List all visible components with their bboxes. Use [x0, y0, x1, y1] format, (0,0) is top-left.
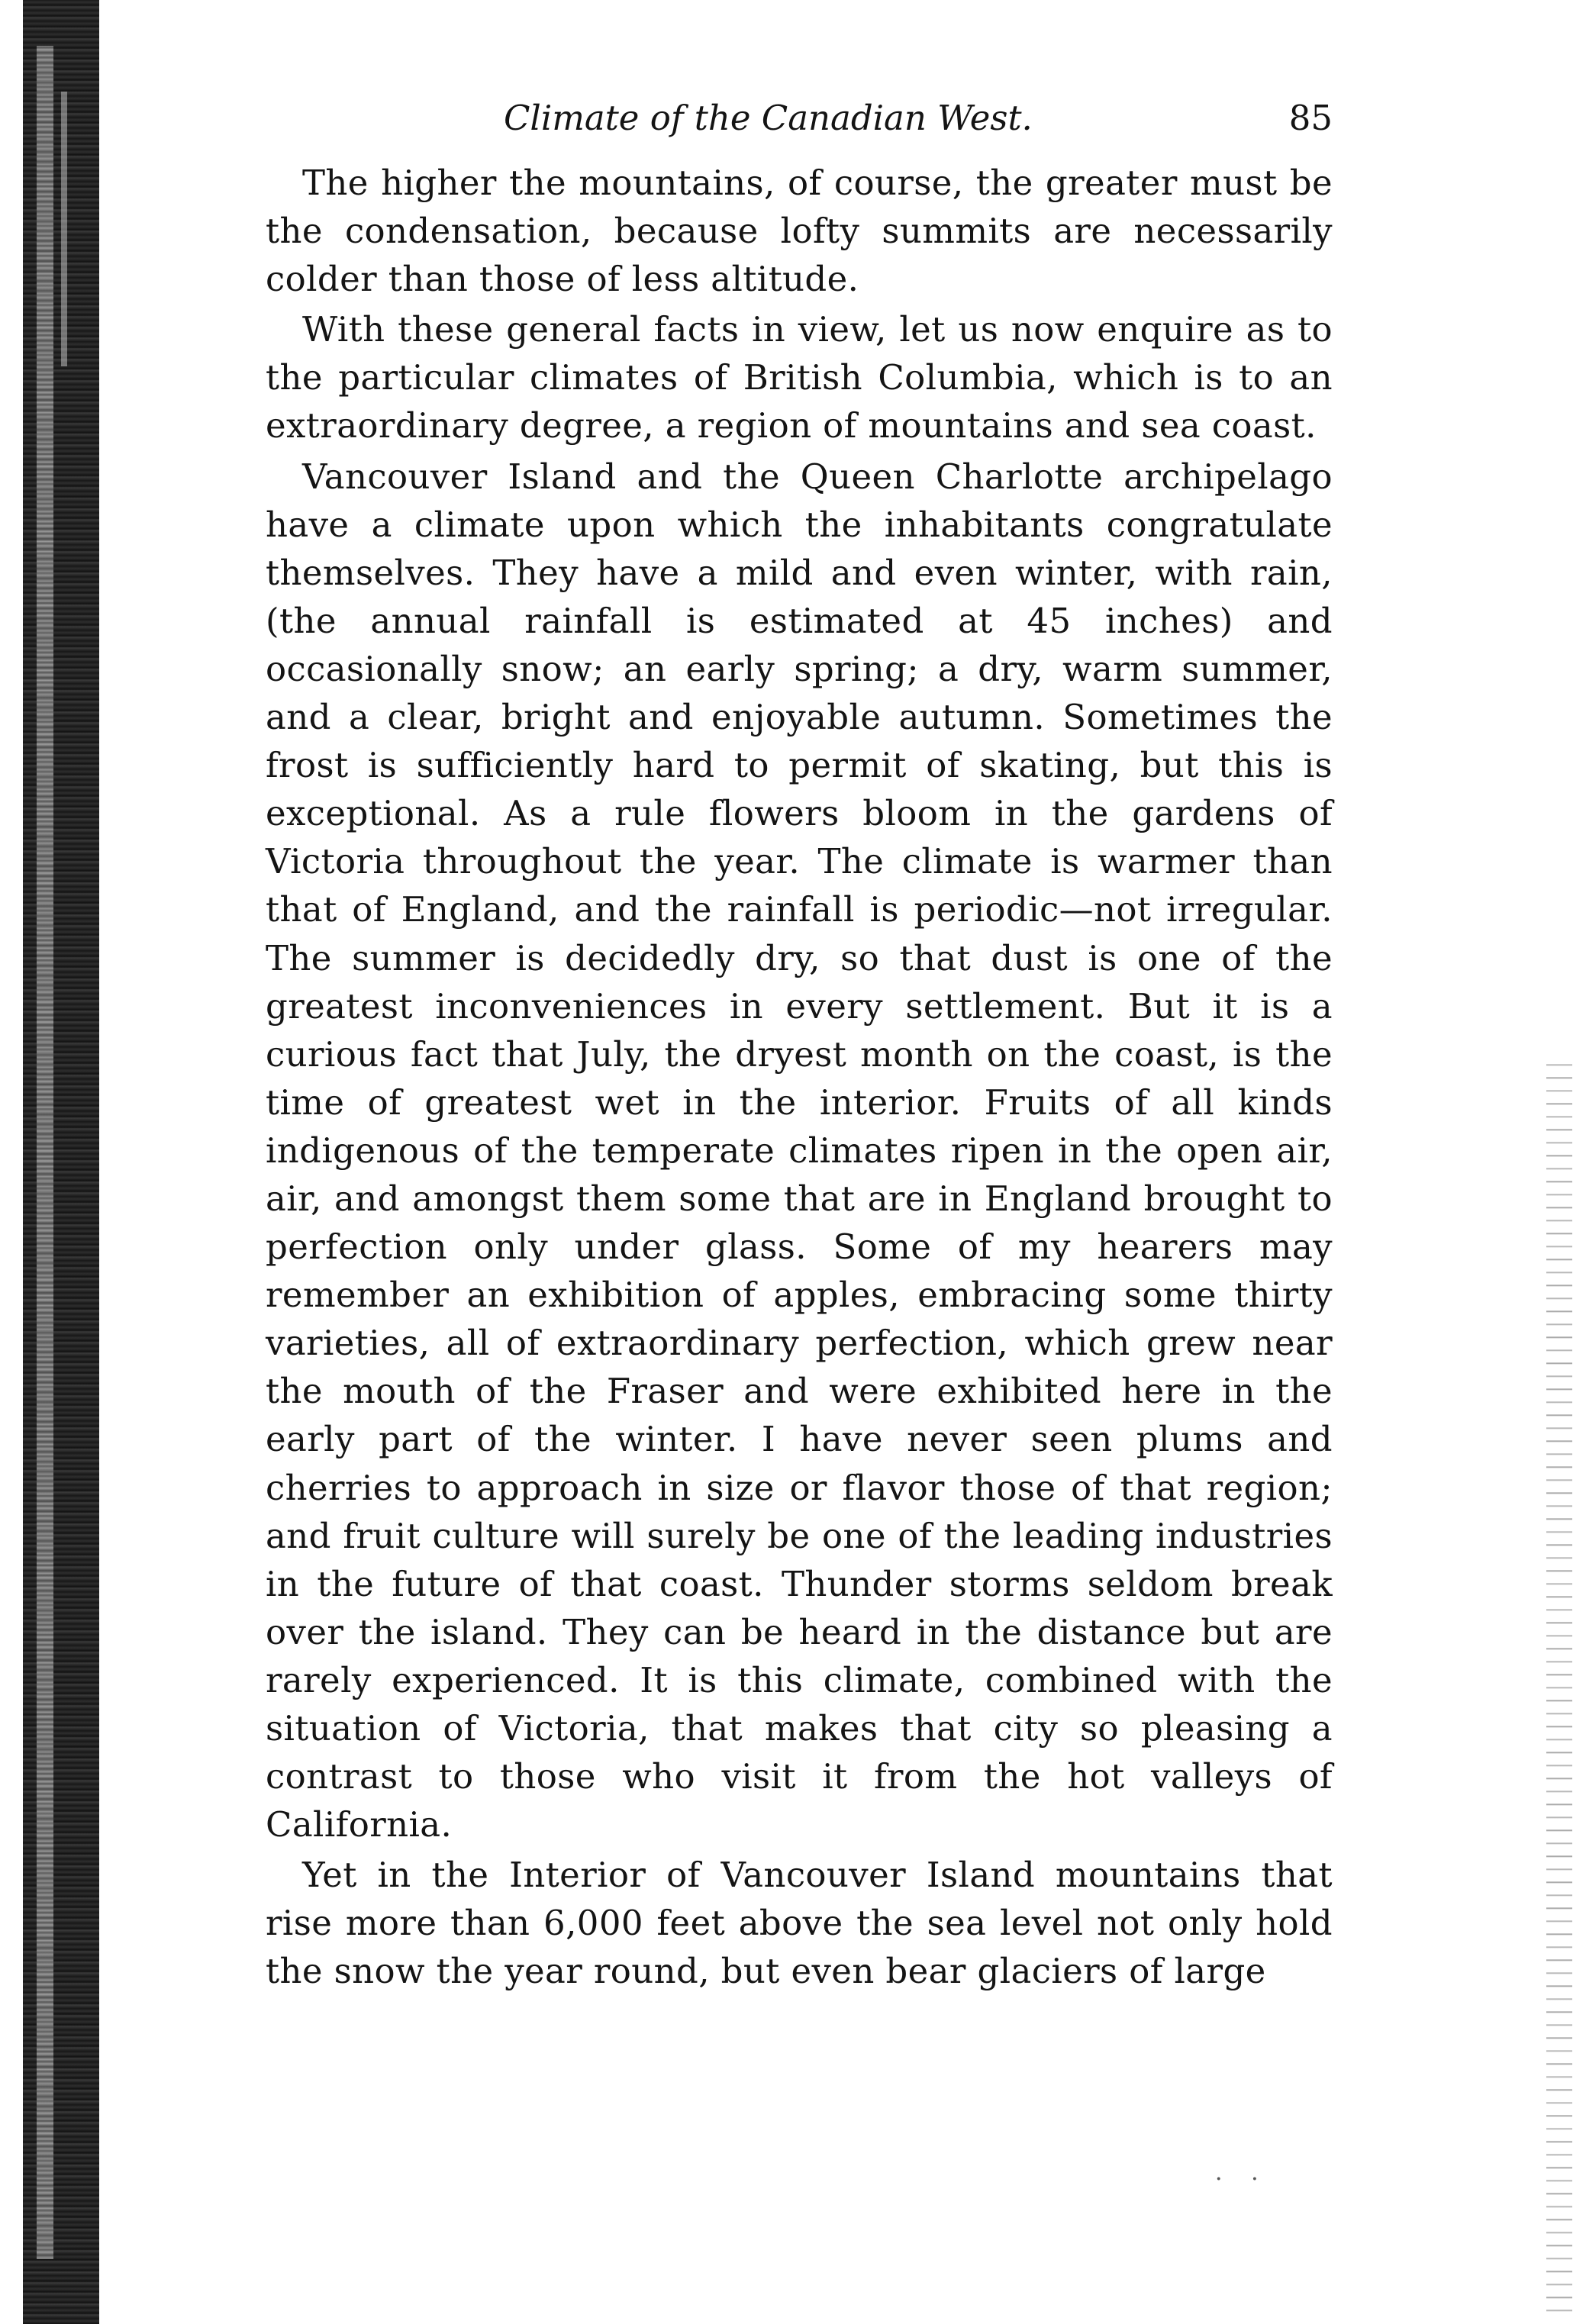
right-edge-scan-marks	[1546, 1053, 1572, 2320]
page-number: 85	[1288, 98, 1333, 138]
body-text	[266, 159, 1333, 1996]
binding-edge-texture	[37, 46, 53, 2259]
binding-edge-speck	[61, 92, 67, 366]
paragraph: Yet in the Interior of Vancouver Island mountains that rise more than 6,000 feet above the sea level not only hold the snow the year round, but even bear glaciers of large	[266, 1855, 1333, 1992]
running-head	[266, 93, 1333, 154]
paragraph: With these general facts in view, let us now enquire as to the particular climates of British Columbia, which is to an extraordinary degree, a region of mountains and sea coast.	[266, 309, 1333, 446]
book-page	[266, 93, 1333, 1996]
page-binding-edge	[23, 0, 99, 2324]
paragraph: The higher the mountains, of course, the greater must be the condensation, because lofty summits are necessarily colder than those of less altitude.	[266, 163, 1333, 300]
paragraph: Vancouver Island and the Queen Charlotte archipelago have a climate upon which the inhabitants congratulate themselves. They have a mild and even winter, with rain, (the annual rainfall is estimated at 45 inches) and occasionally snow; an early spring; a dry, warm summer, and a clear, bright and enjoyable autumn. Sometimes the frost is sufficiently hard to permit of skating, but this is exceptional. As a rule flowers bloom in the gardens of Victoria throughout the year. The climate is warmer than that of England, and the rainfall is periodic—not irregular. The summer is decidedly dry, so that dust is one of the greatest inconveniences in every settlement. But it is a curious fact that July, the dryest month on the coast, is the time of greatest wet in the interior. Fruits of all kinds indigenous of the temperate climates ripen in the open air, air, and amongst them some that are in England brought to perfection only under glass. Some of my hearers may remember an exhibition of apples, embracing some thirty varieties, all of extraordinary perfection, which grew near the mouth of the Fraser and were exhibited here in the early part of the winter. I have never seen plums and cherries to approach in size or flavor those of that region; and fruit culture will surely be one of the leading industries in the future of that coast. Thunder storms seldom break over the island. They can be heard in the distance but are rarely experienced. It is this climate, combined with the situation of Victoria, that makes that city so pleasing a contrast to those who visit it from the hot valleys of California.	[266, 456, 1333, 1845]
stray-print-specks: · ·	[1215, 2166, 1269, 2193]
running-title: Climate of the Canadian West.	[504, 98, 1033, 138]
